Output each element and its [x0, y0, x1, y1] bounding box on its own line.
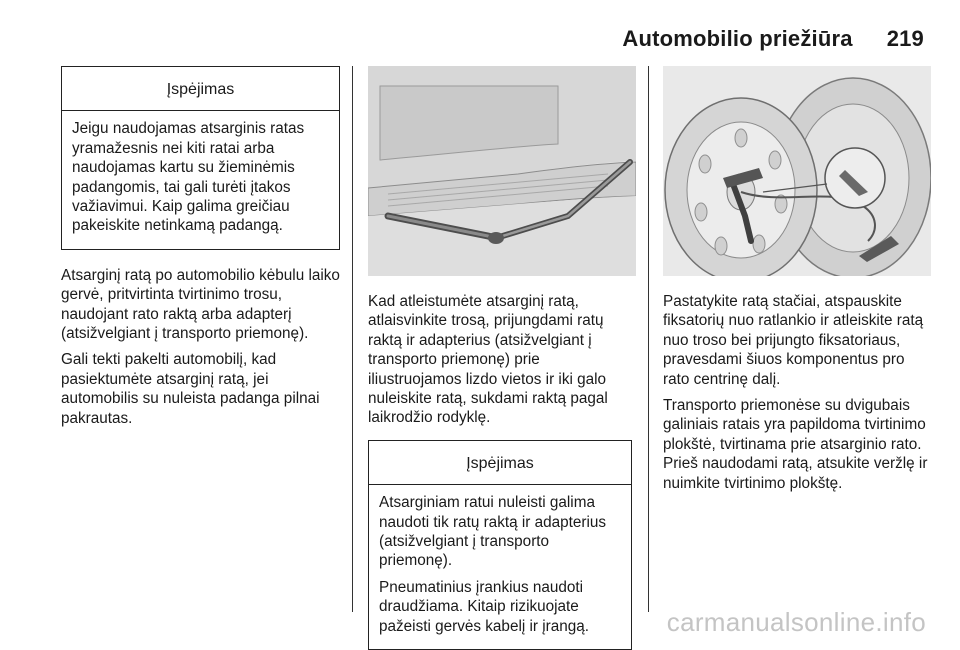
- column-left: [61, 66, 340, 435]
- column-middle: [368, 66, 632, 650]
- column-divider: [648, 66, 649, 612]
- warning-text: Jeigu naudojamas atsarginis ratas yramažesnis nei kiti ratai arba naudojamas kartu su žieminėmis padangomis, tai gali turėti įtakos važiavimui. Kaip galima greičiau pakeiskite netinkamą padangą.: [72, 120, 305, 235]
- column-right: [663, 66, 929, 500]
- warning-text: Pneumatinius įrankius naudoti draudžiama. Kitaip rizikuojate pažeisti gervės kabelį ir įrangą.: [379, 578, 590, 635]
- winch-wrench-illustration: [368, 66, 636, 276]
- body-text: [61, 266, 340, 428]
- paragraph: Kad atleistumėte atsarginį ratą, atlaisvinkite trosą, prijungdami ratų raktą ir adapterius (atsižvelgiant į transporto priemonę) prie iliustruojamos lizdo vietos ir iki galo nuleiskite ratą, sukdami raktą pagal laikrodžio rodyklę.: [368, 293, 608, 427]
- paragraph: Pastatykite ratą stačiai, atspauskite fiksatorių nuo ratlankio ir atleiskite ratą nuo troso bei prijungto fiksatoriaus, pravesdami šiuos komponentus pro rato centrinę dalį.: [663, 293, 924, 388]
- illustration-spare-wheel-winch: [368, 66, 636, 276]
- page-number: 219: [886, 26, 924, 51]
- header-title: Automobilio priežiūra: [622, 26, 853, 51]
- paragraph: Transporto priemonėse su dvigubais galiniais ratais yra papildoma tvirtinimo plokštė, tvirtinama prie atsarginio rato. Prieš naudodami ratą, atsukite veržlę ir nuimkite tvirtinimo plokštę.: [663, 397, 928, 492]
- body-text: [368, 292, 632, 428]
- illustration-spare-wheel-release: [663, 66, 931, 276]
- warning-text: Atsarginiam ratui nuleisti galima naudoti tik ratų raktą ir adapterius (atsižvelgiant į transporto priemonę).: [379, 494, 607, 570]
- paragraph: Atsarginį ratą po automobilio kėbulu laiko gervė, pritvirtinta tvirtinimo trosu, naudojant rato raktą arba adapterį (atsižvelgiant į transporto priemonę).: [61, 266, 340, 343]
- warning-title: Įspėjimas: [62, 67, 339, 111]
- warning-box: [61, 66, 340, 250]
- warning-box: [368, 440, 632, 650]
- page-header: [622, 26, 924, 52]
- paragraph: Gali tekti pakelti automobilį, kad pasiektumėte atsarginį ratą, jei automobilis su nuleista padanga pilnai pakrautas.: [61, 351, 320, 427]
- body-text: [663, 292, 929, 493]
- warning-title: Įspėjimas: [369, 441, 631, 485]
- column-divider: [352, 66, 353, 612]
- wheel-release-illustration: [663, 66, 931, 276]
- watermark: carmanualsonline.info: [666, 607, 926, 637]
